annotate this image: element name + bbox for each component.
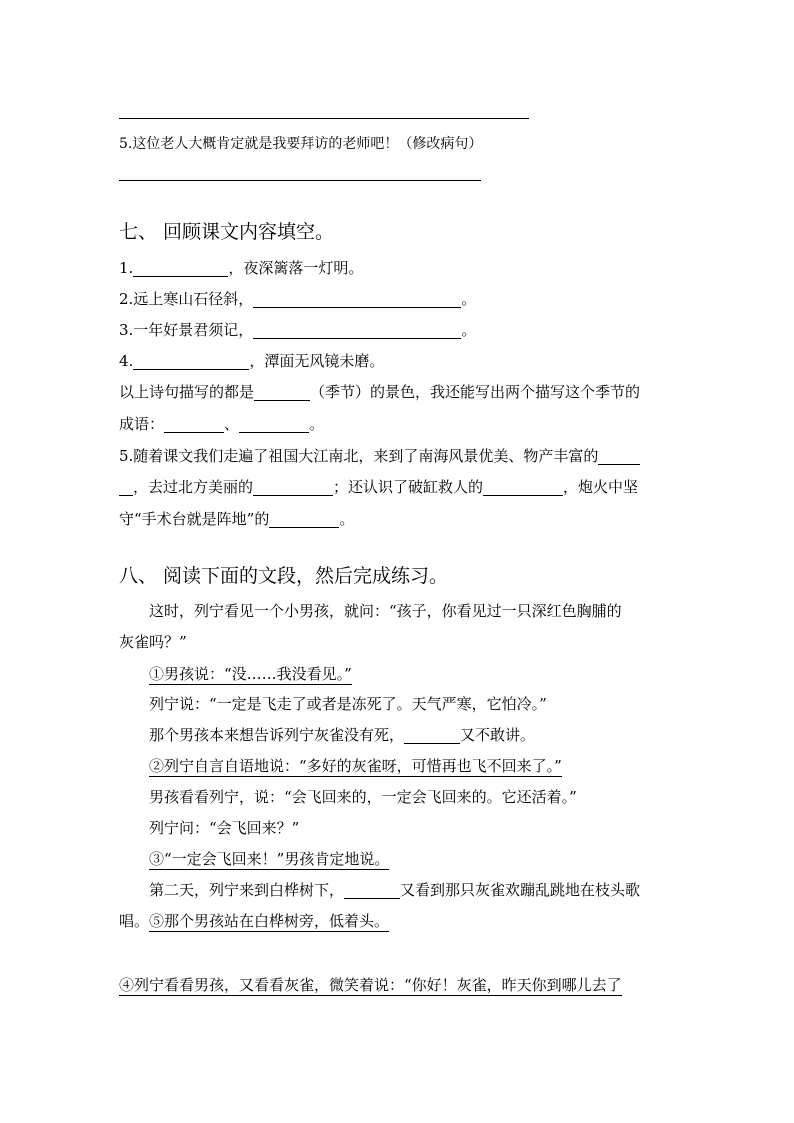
- question-7-5-line-2: ，去过北方美丽的 ；还认识了破缸救人的 ，炮火中坚: [119, 477, 638, 497]
- question-7-5-line-3: 守“手术台就是阵地”的 。: [119, 510, 355, 528]
- blank-7-2[interactable]: [253, 291, 461, 308]
- passage-line-11: 唱。⑤那个男孩站在白桦树旁，低着头。: [119, 912, 390, 930]
- section-7-heading: 七、 回顾课文内容填空。: [119, 221, 335, 243]
- blank-7-5-c[interactable]: [483, 479, 563, 496]
- summary-line-2: 成语： 、 。: [119, 415, 325, 433]
- blank-7-5-a[interactable]: [598, 448, 640, 465]
- answer-line-q4: [119, 118, 529, 119]
- blank-7-5-b[interactable]: [253, 479, 333, 496]
- blank-idiom-1[interactable]: [164, 416, 224, 433]
- passage-line-1: 这时，列宁看见一个小男孩，就问：“孩子，你看见过一只深红色胸脯的: [149, 602, 622, 620]
- blank-7-1[interactable]: [133, 260, 228, 277]
- passage-line-7: 男孩看看列宁，说：“会飞回来的，一定会飞回来的。它还活着。”: [149, 788, 577, 806]
- passage-line-8: 列宁问：“会飞回来？”: [149, 819, 300, 837]
- question-7-3: 3.一年好景君须记， 。: [119, 321, 477, 339]
- passage-sentence-3: ③“一定会飞回来！”男孩肯定地说。: [149, 850, 390, 868]
- passage-line-5: 那个男孩本来想告诉列宁灰雀没有死， 又不敢讲。: [149, 726, 536, 744]
- blank-8-1[interactable]: [404, 727, 460, 744]
- answer-line-q5: [119, 180, 481, 181]
- question-7-1: 1. ，夜深篱落一灯明。: [119, 259, 364, 277]
- blank-season[interactable]: [254, 384, 310, 401]
- blank-8-2[interactable]: [344, 882, 400, 899]
- passage-sentence-5: ⑤那个男孩站在白桦树旁，低着头。: [149, 912, 390, 930]
- section-8-heading: 八、 阅读下面的文段，然后完成练习。: [119, 565, 449, 587]
- question-7-4: 4. ，潭面无风镜未磨。: [119, 352, 385, 370]
- summary-line-1: 以上诗句描写的都是 （季节）的景色，我还能写出两个描写这个季节的: [119, 383, 641, 401]
- blank-7-4[interactable]: [133, 353, 249, 370]
- passage-sentence-1: ①男孩说：“没……我没看见。”: [149, 665, 352, 683]
- passage-line-4: 列宁说：“一定是飞走了或者是冻死了。天气严寒，它怕冷。”: [149, 695, 547, 713]
- passage-line-2: 灰雀吗？”: [119, 633, 187, 651]
- question-6-5: 5.这位老人大概肯定就是我要拜访的老师吧！（修改病句）: [119, 136, 483, 152]
- blank-7-3[interactable]: [253, 322, 461, 339]
- blank-7-5-d[interactable]: [269, 511, 339, 528]
- blank-7-5-a-cont[interactable]: [119, 479, 133, 496]
- question-7-5-line-1: 5.随着课文我们走遍了祖国大江南北，来到了南海风景优美、物产丰富的: [119, 446, 640, 466]
- passage-sentence-4: ④列宁看看男孩，又看看灰雀，微笑着说：“你好！灰雀，昨天你到哪儿去了: [119, 976, 622, 994]
- passage-sentence-2: ②列宁自言自语地说：“多好的灰雀呀，可惜再也飞不回来了。”: [149, 757, 562, 775]
- question-7-2: 2.远上寒山石径斜， 。: [119, 290, 477, 308]
- passage-line-10: 第二天，列宁来到白桦树下， 又看到那只灰雀欢蹦乱跳地在枝头歌: [149, 881, 641, 899]
- blank-idiom-2[interactable]: [239, 416, 309, 433]
